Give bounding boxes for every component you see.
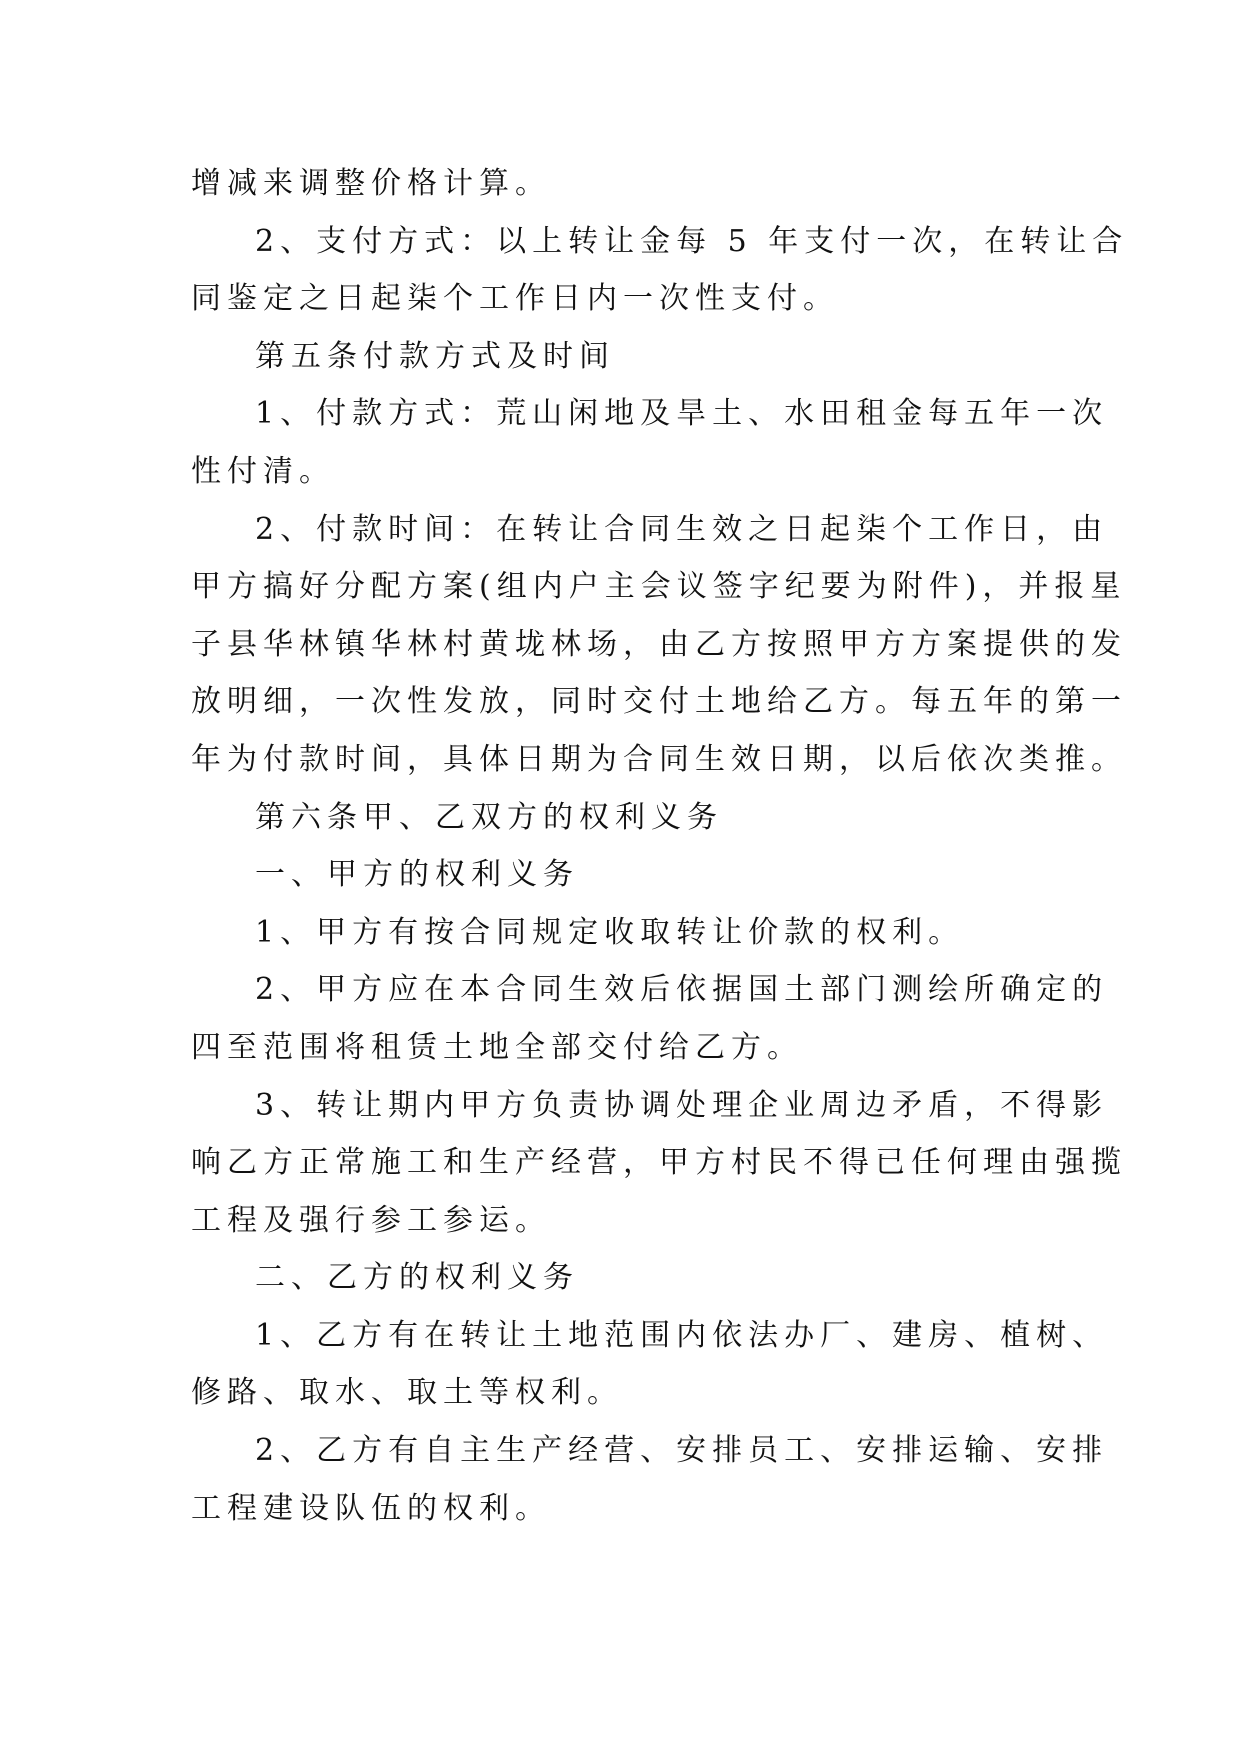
text-line: 响乙方正常施工和生产经营，甲方村民不得已任何理由强揽 <box>191 1145 1127 1181</box>
text-line: 四至范围将租赁土地全部交付给乙方。 <box>191 1029 803 1065</box>
document-body <box>191 155 1129 1537</box>
paragraph-payment-way: 1、付款方式：荒山闲地及旱土、水田租金每五年一次 <box>255 396 1109 432</box>
paragraph-payment-time: 2、付款时间：在转让合同生效之日起柒个工作日，由 <box>255 511 1109 547</box>
text-line: 甲方搞好分配方案(组内户主会议签字纪要为附件)，并报星 <box>191 569 1127 605</box>
subheading-party-b: 二、乙方的权利义务 <box>255 1260 579 1296</box>
text-line: 性付清。 <box>191 453 335 489</box>
subheading-party-a: 一、甲方的权利义务 <box>255 857 579 893</box>
paragraph-party-b-2: 2、乙方有自主生产经营、安排员工、安排运输、安排 <box>255 1433 1109 1469</box>
paragraph-party-a-3: 3、转让期内甲方负责协调处理企业周边矛盾，不得影 <box>255 1087 1109 1123</box>
paragraph-party-a-1: 1、甲方有按合同规定收取转让价款的权利。 <box>255 914 965 950</box>
text-line: 同鉴定之日起柒个工作日内一次性支付。 <box>191 281 839 317</box>
paragraph-payment-method: 2、支付方式：以上转让金每 5 年支付一次，在转让合 <box>255 223 1129 259</box>
paragraph-party-b-1: 1、乙方有在转让土地范围内依法办厂、建房、植树、 <box>255 1317 1109 1353</box>
text-line: 放明细，一次性发放，同时交付土地给乙方。每五年的第一 <box>191 684 1127 720</box>
text-line: 增减来调整价格计算。 <box>191 166 551 201</box>
text-line: 修路、取水、取土等权利。 <box>191 1375 623 1411</box>
text-line: 年为付款时间，具体日期为合同生效日期，以后依次类推。 <box>191 741 1127 777</box>
paragraph-party-a-2: 2、甲方应在本合同生效后依据国土部门测绘所确定的 <box>255 972 1109 1008</box>
text-line: 子县华林镇华林村黄垅林场，由乙方按照甲方方案提供的发 <box>191 626 1127 662</box>
section-heading-article-5: 第五条付款方式及时间 <box>255 338 615 374</box>
text-line: 工程建设队伍的权利。 <box>191 1490 551 1526</box>
text-line: 工程及强行参工参运。 <box>191 1202 551 1238</box>
section-heading-article-6: 第六条甲、乙双方的权利义务 <box>255 799 723 835</box>
